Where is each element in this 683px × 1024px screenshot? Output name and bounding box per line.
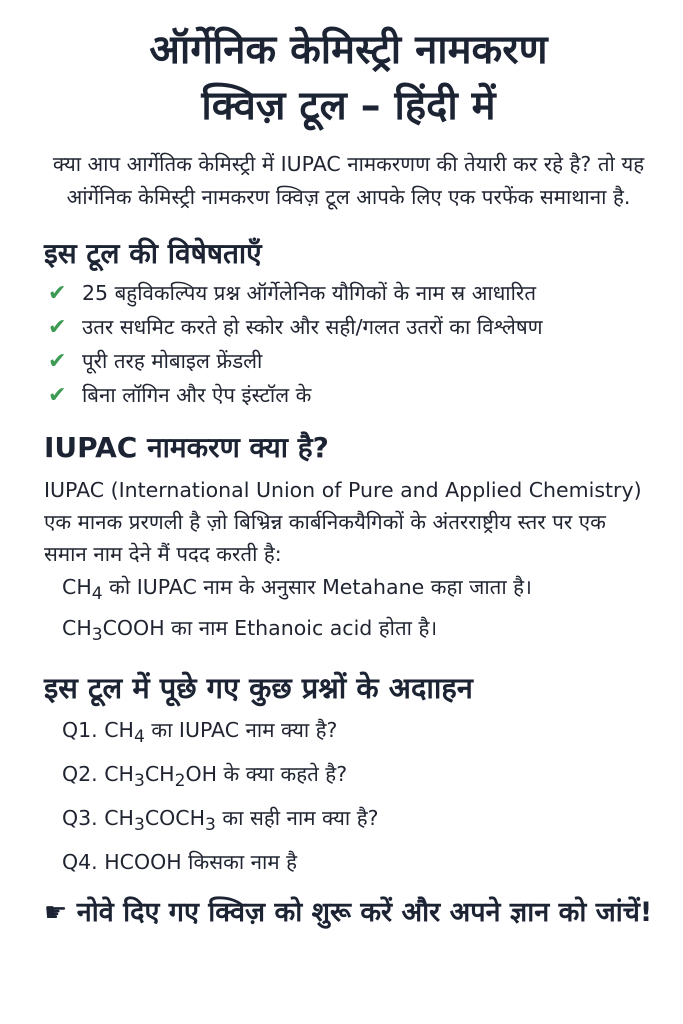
question-text: के क्या कहते है? [217,762,348,787]
formula-subscript: 3 [133,815,145,836]
formula-subscript: 4 [91,584,103,605]
examples-heading: इस टूल में पूछे गए कुछ प्रश्नों के अदााहन [44,671,473,706]
example-text: का नाम Ethanoic acid होता है। [164,616,438,641]
example-text: को IUPAC नाम के अनुसार Metahane कहा जाता है। [102,575,532,599]
question-number: Q4. [62,850,98,875]
formula-subscript: 3 [205,815,216,836]
features-heading: इस टूल की विषेषताएँ [44,237,262,270]
question-item [62,756,653,800]
title-line-2: क्विज़ टूल – हिंदी में [201,83,496,129]
example-ethanoic-acid [44,611,653,652]
formula: CH [104,806,134,831]
formula: HCOOH [104,850,182,875]
question-item [62,844,653,881]
intro-paragraph: क्या आप आर्गेतिक केमिस्ट्री में IUPAC नामकरणण की तेयारी कर रहे है? तो यह आंर्गेनिक केमिस्ट्री नामकरण क्विज़ टूल आपके लिए एक परफेंक समाथाना है. [52,152,645,209]
question-text: किसका नाम है [181,850,298,875]
check-icon: ✔ [48,280,67,306]
formula: CH [104,718,134,743]
formula: COOH [102,616,165,641]
check-icon: ✔ [48,314,67,340]
formula: CH [62,616,92,641]
example-methane [44,570,653,611]
feature-text: उतर सधमिट करते हो स्कोर और सही/गलत उतरों का विश्लेषण [82,315,543,339]
list-item [44,378,653,412]
formula: COCH [144,806,206,831]
formula-subscript: 2 [174,771,186,792]
formula: CH [62,575,92,599]
feature-text: 25 बहुविकल्पिय प्रश्न ऑर्गेलेनिक यौगिकों के नाम स्र आधारित [82,281,537,305]
list-item [44,276,653,310]
call-to-action [44,893,653,933]
formula-subscript: 3 [91,625,103,646]
formula-subscript: 4 [133,727,145,748]
check-icon: ✔ [48,382,67,408]
question-list [44,712,653,881]
features-list [44,276,653,412]
title-line-1: ऑर्गेनिक केमिस्ट्री नामकरण [149,27,548,73]
list-item [44,344,653,378]
feature-text: पूरी तरह मोबाइल फ्रेंडली [82,349,263,373]
page-title [44,0,653,134]
list-item [44,310,653,344]
formula-subscript: 3 [133,771,145,792]
question-number: Q2. [62,762,98,787]
feature-text: बिना लॉगिन और ऐप इंस्टॉल के [82,383,312,407]
iupac-paragraph: IUPAC (International Union of Pure and Applied Chemistry) एक मानक प्ररणली है ज़ो बिभ्रिन्न कार्बनिकयैगिकों के अंतरराष्ट्रीय स्तर पर एक समान नाम देने मैं पदद करती है: [44,478,642,566]
pointing-hand-icon: ☛ [44,898,68,929]
question-number: Q3. [62,806,98,831]
check-icon: ✔ [48,348,67,374]
formula: OH [185,762,218,787]
question-item [62,712,653,756]
question-number: Q1. [62,718,98,743]
question-text: का सही नाम क्या है? [215,806,379,831]
formula: CH [104,762,134,787]
formula: CH [144,762,175,787]
cta-text: नोवे दिए गए क्विज़ को शुरू करें और अपने ज्ञान को जांचें! [76,897,653,929]
question-item [62,800,653,844]
iupac-heading: IUPAC नामकरण क्या है? [44,431,329,464]
question-text: का IUPAC नाम क्या है? [144,718,338,743]
